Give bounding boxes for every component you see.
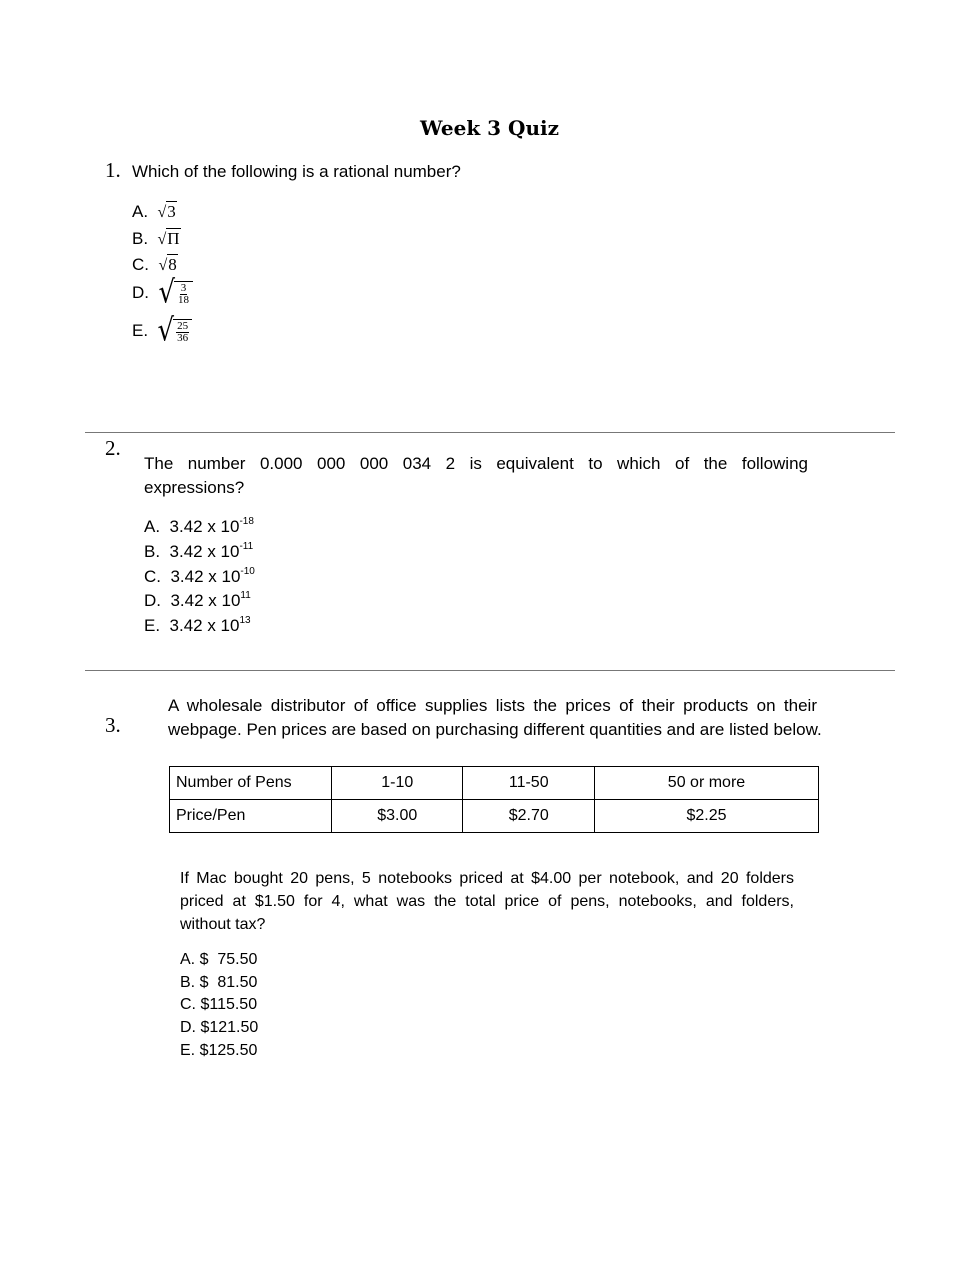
denominator: 36 — [177, 332, 189, 344]
option-value: $121.50 — [200, 1019, 259, 1036]
option-letter: B. — [180, 974, 196, 991]
page-title: Week 3 Quiz — [420, 116, 559, 140]
option-exponent: 11 — [240, 590, 251, 602]
option-letter: C. — [132, 255, 149, 274]
option-value: $ 75.50 — [199, 951, 258, 968]
option-letter: C. — [144, 567, 161, 586]
option-c[interactable] — [180, 993, 257, 1017]
sqrt-expression: √Π — [157, 229, 180, 248]
option-a[interactable] — [132, 200, 177, 225]
question-line: without tax? — [180, 916, 266, 933]
question-line: The number 0.000 000 000 034 2 is equivalent to which of the following — [144, 454, 808, 473]
option-letter: D. — [132, 283, 149, 302]
question-line: If Mac bought 20 pens, 5 notebooks priced at $4.00 per notebook, and 20 folders — [180, 870, 794, 887]
numerator: 25 — [177, 320, 189, 332]
option-base: 3.42 x 10 — [170, 567, 241, 586]
option-value: $115.50 — [200, 996, 258, 1013]
option-a[interactable] — [144, 515, 254, 539]
option-letter: D. — [180, 1019, 196, 1036]
table-header-cell: Number of Pens — [170, 767, 332, 800]
table-cell: Price/Pen — [170, 800, 332, 833]
table-row — [170, 800, 819, 833]
option-letter: D. — [144, 591, 161, 610]
option-letter: A. — [132, 202, 149, 221]
sqrt-fraction-expression — [158, 275, 193, 311]
option-letter: B. — [144, 542, 161, 561]
option-letter: E. — [180, 1042, 196, 1059]
option-exponent: -10 — [240, 566, 255, 578]
numerator: 3 — [180, 282, 187, 294]
radical-icon: √ — [158, 275, 176, 311]
question-line: priced at $1.50 for 4, what was the total price of pens, notebooks, and folders, — [180, 893, 794, 910]
option-exponent: -11 — [239, 541, 254, 553]
option-letter: B. — [132, 229, 149, 248]
option-letter: E. — [132, 321, 149, 340]
radicand: 8 — [168, 255, 177, 274]
option-d[interactable] — [180, 1016, 258, 1040]
option-e[interactable] — [144, 614, 251, 638]
option-exponent: -18 — [239, 516, 254, 528]
option-b[interactable] — [180, 971, 257, 995]
option-b[interactable] — [132, 227, 181, 252]
divider — [85, 432, 895, 433]
option-exponent: 13 — [239, 615, 251, 627]
divider — [85, 670, 895, 671]
question-number: 3. — [105, 713, 121, 737]
option-c[interactable] — [144, 565, 255, 589]
option-letter: A. — [144, 517, 161, 536]
option-value: $125.50 — [199, 1042, 258, 1059]
question-intro — [168, 694, 822, 742]
radicand: Π — [167, 229, 180, 248]
option-base: 3.42 x 10 — [169, 517, 240, 536]
option-e[interactable] — [132, 313, 192, 349]
table-cell: $3.00 — [332, 800, 463, 833]
option-a[interactable] — [180, 948, 257, 972]
table-header-cell: 11-50 — [463, 767, 594, 800]
sqrt-expression: √3 — [157, 202, 176, 221]
question-line: expressions? — [144, 478, 245, 497]
option-base: 3.42 x 10 — [169, 542, 240, 561]
table-cell: $2.25 — [594, 800, 818, 833]
option-value: $ 81.50 — [199, 974, 258, 991]
intro-line: A wholesale distributor of office supplies lists the prices of their products on their — [168, 696, 817, 715]
option-letter: A. — [180, 951, 196, 968]
option-letter: E. — [144, 616, 161, 635]
table-header-cell: 1-10 — [332, 767, 463, 800]
table-header-cell: 50 or more — [594, 767, 818, 800]
option-e[interactable] — [180, 1039, 257, 1063]
sqrt-expression: √8 — [158, 255, 177, 274]
intro-line: webpage. Pen prices are based on purchasing different quantities and are listed below. — [168, 720, 822, 739]
option-base: 3.42 x 10 — [170, 591, 241, 610]
radicand: 3 — [167, 202, 176, 221]
table-cell: $2.70 — [463, 800, 594, 833]
radical-icon: √ — [157, 313, 175, 349]
option-letter: C. — [180, 996, 196, 1013]
question-text: Which of the following is a rational number? — [132, 162, 461, 181]
option-b[interactable] — [144, 540, 253, 564]
question-text — [144, 452, 808, 500]
table-row — [170, 767, 819, 800]
question-number: 2. — [105, 436, 121, 460]
denominator: 18 — [178, 294, 190, 306]
option-d[interactable] — [132, 275, 193, 311]
question-text — [180, 867, 794, 936]
option-base: 3.42 x 10 — [169, 616, 240, 635]
sqrt-fraction-expression — [157, 313, 193, 349]
pen-price-table — [169, 766, 819, 833]
option-d[interactable] — [144, 589, 251, 613]
question-number: 1. — [105, 158, 121, 182]
